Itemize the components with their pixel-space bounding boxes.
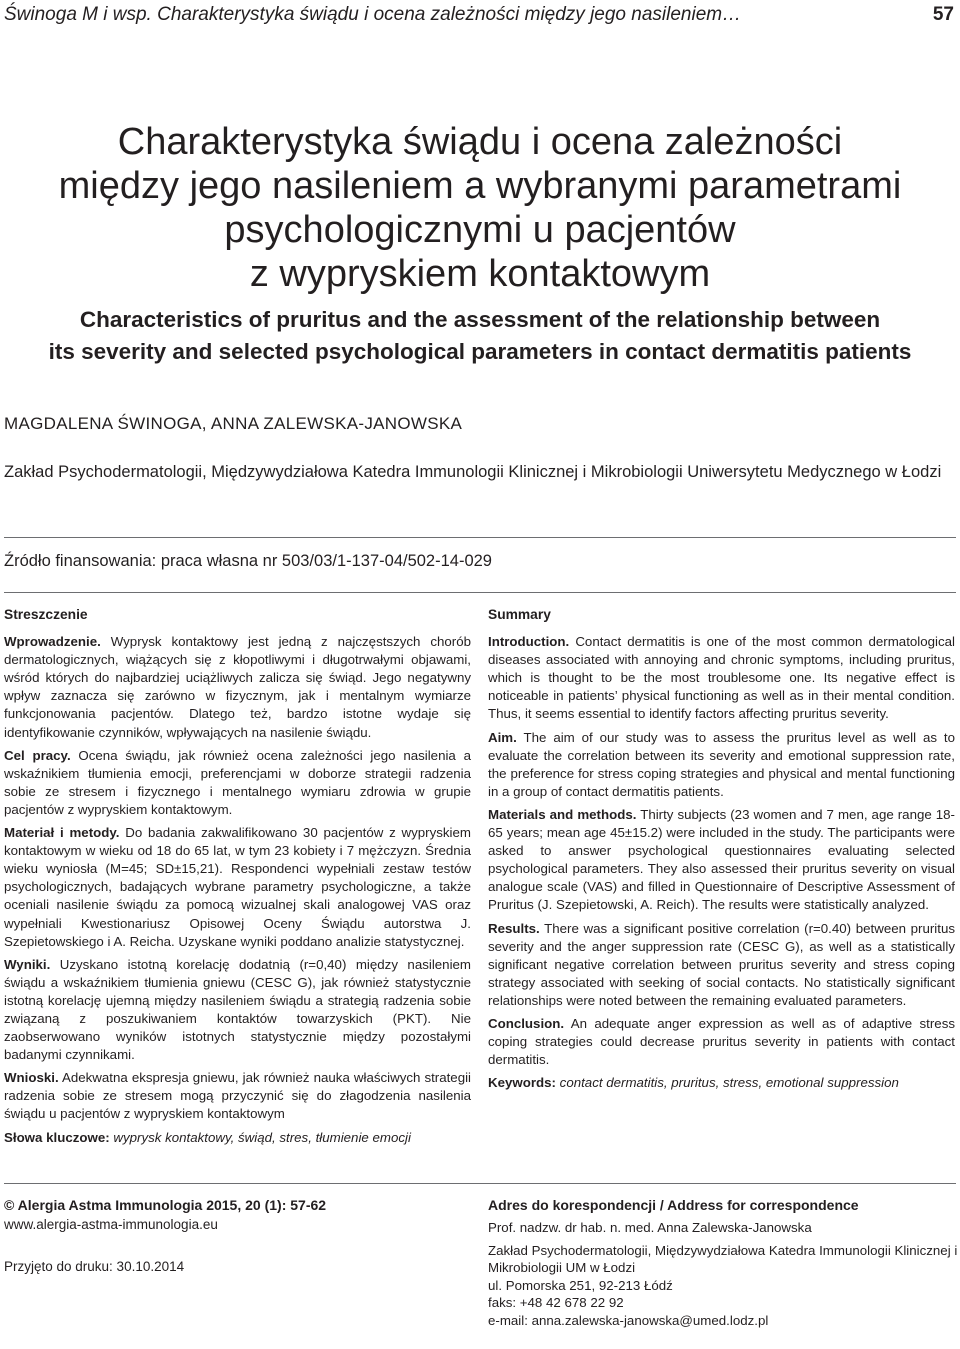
- divider: [4, 537, 956, 538]
- correspondence-street: ul. Pomorska 251, 92-213 Łódź: [488, 1277, 673, 1293]
- section-text: Ocena świądu, jak również ocena zależności jego nasilenia a wskaźnikiem tłumienia emocji, preferencjami w doborze strategii radzenia sobie ze stresem i fizycznego i mentalnego wymiaru zdrowia w grupie pacjentów z wypryskiem kontaktowym.: [4, 747, 471, 817]
- title-pl-line: psychologicznymi u pacjentów: [224, 209, 736, 251]
- funding-source: Źródło finansowania: praca własna nr 503/03/1-137-04/502-14-029: [4, 552, 492, 570]
- keywords-label: Słowa kluczowe:: [4, 1129, 110, 1145]
- journal-info: [4, 1195, 464, 1277]
- accepted-date: Przyjęto do druku: 30.10.2014: [4, 1259, 185, 1274]
- correspondence-email[interactable]: e-mail: anna.zalewska-janowska@umed.lodz.pl: [488, 1312, 769, 1328]
- section-label: Wyniki.: [4, 956, 51, 972]
- correspondence-address: [488, 1195, 958, 1329]
- abstract-section-aim: [4, 747, 471, 819]
- title-pl-line: między jego nasileniem a wybranymi parametrami: [58, 165, 902, 207]
- abstract-section-conclusions: [4, 1069, 471, 1123]
- abstract-section-conclusion: [488, 1015, 955, 1069]
- journal-citation: © Alergia Astma Immunologia 2015, 20 (1): 57-62: [4, 1197, 327, 1213]
- keywords-text: wyprysk kontaktowy, świąd, stres, tłumienie emocji: [109, 1129, 411, 1145]
- keywords-text: contact dermatitis, pruritus, stress, emotional suppression: [555, 1075, 899, 1091]
- abstract-section-intro: [4, 633, 471, 742]
- title-en-line: Characteristics of pruritus and the assessment of the relationship between: [79, 307, 881, 332]
- abstract-heading: Summary: [488, 607, 551, 622]
- section-text: Uzyskano istotną korelację dodatnią (r=0,40) między nasileniem świądu a wskaźnikiem tłumienia gniewu (CESC G), jak również statystycznie istotną korelację ujemną między nasileniem świądu a strategią radzenia sobie związaną z poszukiwaniem kontaktów towarzyskich (PKT). Nie zaobserwowano wyników istotnych statystycznie między pozostałymi badanymi czynnikami.: [4, 956, 471, 1063]
- section-label: Introduction.: [488, 634, 570, 650]
- abstract-keywords: [488, 1074, 955, 1092]
- section-text: An adequate anger expression as well as of adaptive stress coping strategies could decrease pruritus severity in patients with contact dermatitis.: [488, 1015, 955, 1068]
- running-header: [4, 4, 954, 30]
- abstract-english: [488, 606, 955, 1097]
- section-label: Wnioski.: [4, 1070, 59, 1086]
- section-text: Contact dermatitis is one of the most common dermatological diseases associated with annoying and chronic symptoms, including pruritus, which is thought to be the most troublesome one. Its negative effect is noticeable in patients’ physical functioning as well as in their mental condition. Thus, it seems essential to identify factors affecting pruritus severity.: [488, 634, 955, 722]
- title-pl-line: z wypryskiem kontaktowym: [249, 253, 711, 295]
- section-label: Wprowadzenie.: [4, 634, 101, 650]
- section-text: Do badania zakwalifikowano 30 pacjentów z wypryskiem kontaktowym w wieku od 18 do 65 lat, w tym 23 kobiety i 7 mężczyzn. Średnia wieku wyniosła (M=45; SD±15,21). Respondenci wypełniali zestaw testów psychologicznych, badających wybrane parametry psychologiczne, a także oceniali nasilenie świądu za pomocą wizualnej skali analogowej VAS oraz wypełniali Kwestionariusz Opisowej Oceny Świądu autorstwa J. Szepietowskiego i A. Reicha. Uzyskane wyniki poddano analizie statystycznej.: [4, 825, 471, 949]
- abstract-section-methods: [488, 806, 955, 915]
- correspondence-institution: Zakład Psychodermatologii, Międzywydziałowa Katedra Immunologii Klinicznej i Mikrobiologii UM w Łodzi: [488, 1242, 958, 1275]
- spacer: [4, 1235, 464, 1257]
- divider: [4, 592, 956, 593]
- affiliation: Zakład Psychodermatologii, Międzywydziałowa Katedra Immunologii Klinicznej i Mikrobiologii Uniwersytetu Medycznego w Łodzi: [4, 463, 942, 481]
- abstract-section-methods: [4, 824, 471, 951]
- section-text: Thirty subjects (23 women and 7 men, age range 18-65 years; mean age 45±15.2) were included in the study. The participants were asked to answer psychological questionnaires evaluating selected psychological parameters. They also assessed their pruritus severity on visual analogue scale (VAS) and filled in Questionnaire of Descriptive Assessment of Pruritus (J. Szepietowski, A. Reich). The results were statistically analyzed.: [488, 806, 955, 913]
- section-label: Results.: [488, 920, 540, 936]
- abstract-heading: Streszczenie: [4, 607, 88, 622]
- abstract-keywords: [4, 1129, 471, 1147]
- correspondence-heading: Adres do korespondencji / Address for correspondence: [488, 1197, 859, 1213]
- abstract-section-results: [488, 920, 955, 1010]
- section-text: Adekwatna ekspresja gniewu, jak również nauka właściwych strategii radzenia sobie ze stresem mogą przyczynić się do złagodzenia nasilenia świądu u pacjentów z wypryskiem kontaktowym: [4, 1070, 471, 1122]
- article-title-english: [0, 304, 960, 368]
- running-header-text: Świnoga M i wsp. Charakterystyka świądu i ocena zależności między jego nasileniem…: [4, 4, 742, 25]
- section-label: Materials and methods.: [488, 806, 637, 822]
- title-pl-line: Charakterystyka świądu i ocena zależności: [117, 121, 843, 163]
- correspondence-name: Prof. nadzw. dr hab. n. med. Anna Zalewska-Janowska: [488, 1220, 812, 1235]
- correspondence-fax: faks: +48 42 678 22 92: [488, 1295, 624, 1310]
- section-text: There was a significant positive correlation (r=0.40) between pruritus severity and the anger suppression rate (CESC G), as well as a statistically significant negative correlation between pruritus severity and stress coping strategy associated with seeking of social contacts. No statistically significant relationships were noted between the remaining evaluated parameters.: [488, 920, 955, 1008]
- keywords-label: Keywords:: [488, 1075, 556, 1091]
- section-label: Aim.: [488, 729, 517, 745]
- abstract-polish: [4, 606, 471, 1152]
- divider: [4, 1183, 956, 1184]
- abstract-section-results: [4, 956, 471, 1065]
- section-label: Cel pracy.: [4, 747, 71, 763]
- section-label: Conclusion.: [488, 1015, 565, 1031]
- abstract-section-intro: [488, 633, 955, 723]
- authors: MAGDALENA ŚWINOGA, ANNA ZALEWSKA-JANOWSKA: [4, 414, 463, 433]
- abstract-section-aim: [488, 729, 955, 801]
- title-en-line: its severity and selected psychological parameters in contact dermatitis patients: [48, 339, 912, 364]
- article-title-polish: [0, 120, 960, 296]
- section-label: Materiał i metody.: [4, 825, 120, 841]
- section-text: The aim of our study was to assess the pruritus level as well as to evaluate the correlation between its severity and emotional suppression rate, the preference for stress coping strategies and physical and mental functioning in a group of contact dermatitis patients.: [488, 729, 955, 799]
- section-text: Wyprysk kontaktowy jest jedną z najczęstszych chorób dermatologicznych, wiążących się z kłopotliwymi i długotrwałymi objawami, wśród których do najbardziej uciążliwych zalicza się świąd. Jego negatywny wpływ zaznacza się zarówno w fizycznym, jak i mentalnym wymiarze funkcjonowania pacjentów. Dlatego też, bardzo istotne wydaje się identyfikowanie czynników, wpływających na nasilenie świądu.: [4, 634, 471, 740]
- page-number: 57: [932, 4, 954, 25]
- journal-url[interactable]: www.alergia-astma-immunologia.eu: [4, 1217, 218, 1232]
